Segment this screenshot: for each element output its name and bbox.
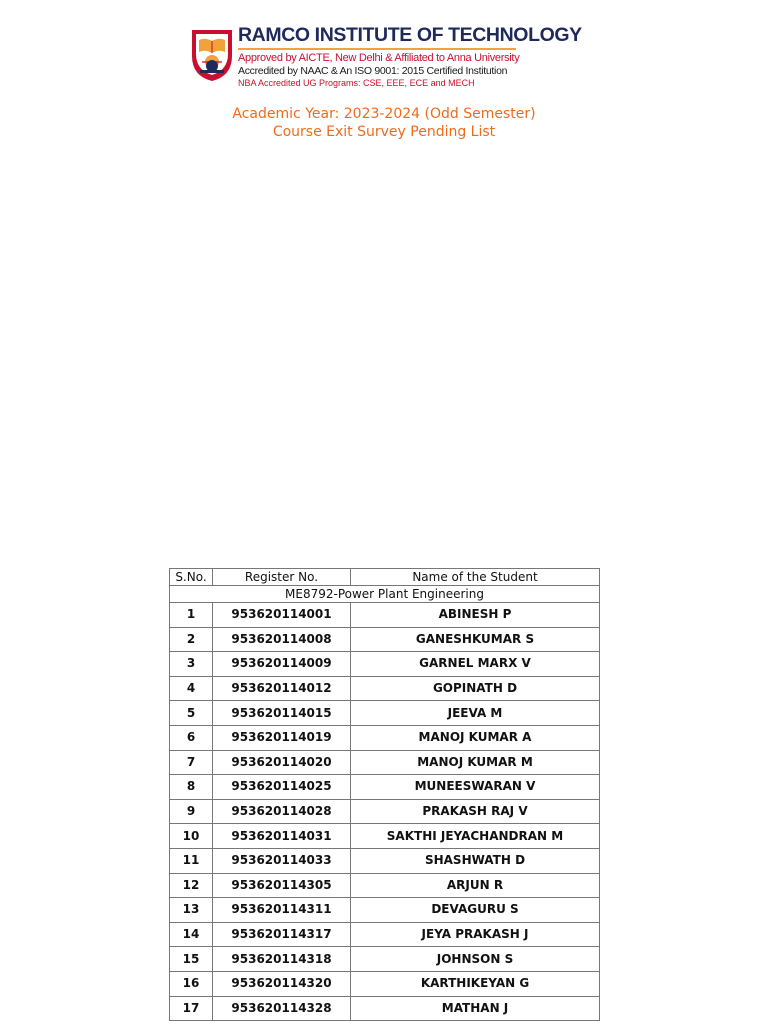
table-row xyxy=(170,725,600,750)
row-serial-number: 4 xyxy=(170,676,213,701)
institution-name: RAMCO INSTITUTE OF TECHNOLOGY xyxy=(238,24,582,46)
row-serial-number: 13 xyxy=(170,898,213,923)
row-serial-number: 8 xyxy=(170,775,213,800)
table-row xyxy=(170,947,600,972)
row-student-name: MUNEESWARAN V xyxy=(351,775,600,800)
table-row xyxy=(170,676,600,701)
institution-nba-programs: NBA Accredited UG Programs: CSE, EEE, ECE and MECH xyxy=(238,78,475,88)
table-header-row xyxy=(170,569,600,586)
row-serial-number: 14 xyxy=(170,922,213,947)
header-divider xyxy=(238,48,516,50)
table-row xyxy=(170,652,600,677)
table-row xyxy=(170,799,600,824)
row-register-number: 953620114008 xyxy=(213,627,351,652)
row-serial-number: 1 xyxy=(170,603,213,628)
row-serial-number: 17 xyxy=(170,996,213,1021)
row-register-number: 953620114028 xyxy=(213,799,351,824)
row-student-name: SAKTHI JEYACHANDRAN M xyxy=(351,824,600,849)
row-student-name: MANOJ KUMAR A xyxy=(351,725,600,750)
institution-approval: Approved by AICTE, New Delhi & Affiliated to Anna University xyxy=(238,52,520,64)
row-register-number: 953620114033 xyxy=(213,848,351,873)
row-register-number: 953620114031 xyxy=(213,824,351,849)
row-serial-number: 3 xyxy=(170,652,213,677)
row-student-name: GARNEL MARX V xyxy=(351,652,600,677)
row-student-name: KARTHIKEYAN G xyxy=(351,971,600,996)
row-serial-number: 10 xyxy=(170,824,213,849)
row-register-number: 953620114020 xyxy=(213,750,351,775)
header-serial-number: S.No. xyxy=(170,569,213,586)
row-register-number: 953620114305 xyxy=(213,873,351,898)
course-row xyxy=(170,586,600,603)
row-register-number: 953620114318 xyxy=(213,947,351,972)
row-register-number: 953620114317 xyxy=(213,922,351,947)
row-serial-number: 6 xyxy=(170,725,213,750)
academic-year-title: Academic Year: 2023-2024 (Odd Semester) xyxy=(232,106,536,122)
row-student-name: SHASHWATH D xyxy=(351,848,600,873)
header-register-number: Register No. xyxy=(213,569,351,586)
table-row xyxy=(170,971,600,996)
row-student-name: ARJUN R xyxy=(351,873,600,898)
row-student-name: PRAKASH RAJ V xyxy=(351,799,600,824)
institution-emblem-icon xyxy=(190,26,234,82)
row-serial-number: 11 xyxy=(170,848,213,873)
row-student-name: GANESHKUMAR S xyxy=(351,627,600,652)
pending-list-table-wrapper xyxy=(169,568,599,1021)
row-serial-number: 16 xyxy=(170,971,213,996)
table-row xyxy=(170,824,600,849)
row-register-number: 953620114311 xyxy=(213,898,351,923)
row-student-name: DEVAGURU S xyxy=(351,898,600,923)
table-row xyxy=(170,627,600,652)
table-row xyxy=(170,922,600,947)
row-student-name: JOHNSON S xyxy=(351,947,600,972)
table-row xyxy=(170,996,600,1021)
row-register-number: 953620114009 xyxy=(213,652,351,677)
row-serial-number: 7 xyxy=(170,750,213,775)
table-row xyxy=(170,750,600,775)
row-serial-number: 15 xyxy=(170,947,213,972)
institution-text-block xyxy=(238,24,582,89)
table-row xyxy=(170,603,600,628)
row-serial-number: 9 xyxy=(170,799,213,824)
row-student-name: MATHAN J xyxy=(351,996,600,1021)
table-row xyxy=(170,873,600,898)
row-student-name: JEEVA M xyxy=(351,701,600,726)
institution-header xyxy=(190,24,582,96)
row-student-name: JEYA PRAKASH J xyxy=(351,922,600,947)
row-student-name: MANOJ KUMAR M xyxy=(351,750,600,775)
row-register-number: 953620114328 xyxy=(213,996,351,1021)
header-student-name: Name of the Student xyxy=(351,569,600,586)
table-row xyxy=(170,848,600,873)
row-register-number: 953620114320 xyxy=(213,971,351,996)
row-register-number: 953620114019 xyxy=(213,725,351,750)
row-register-number: 953620114001 xyxy=(213,603,351,628)
document-title xyxy=(0,105,768,141)
table-row xyxy=(170,701,600,726)
row-register-number: 953620114015 xyxy=(213,701,351,726)
table-row xyxy=(170,775,600,800)
row-serial-number: 12 xyxy=(170,873,213,898)
row-register-number: 953620114012 xyxy=(213,676,351,701)
survey-list-title: Course Exit Survey Pending List xyxy=(272,124,496,140)
row-student-name: ABINESH P xyxy=(351,603,600,628)
pending-list-table xyxy=(169,568,600,1021)
table-row xyxy=(170,898,600,923)
table-body xyxy=(170,586,600,1021)
row-serial-number: 5 xyxy=(170,701,213,726)
institution-accreditation: Accredited by NAAC & An ISO 9001: 2015 Certified Institution xyxy=(238,65,508,77)
course-name: ME8792-Power Plant Engineering xyxy=(170,586,600,603)
row-serial-number: 2 xyxy=(170,627,213,652)
row-student-name: GOPINATH D xyxy=(351,676,600,701)
row-register-number: 953620114025 xyxy=(213,775,351,800)
